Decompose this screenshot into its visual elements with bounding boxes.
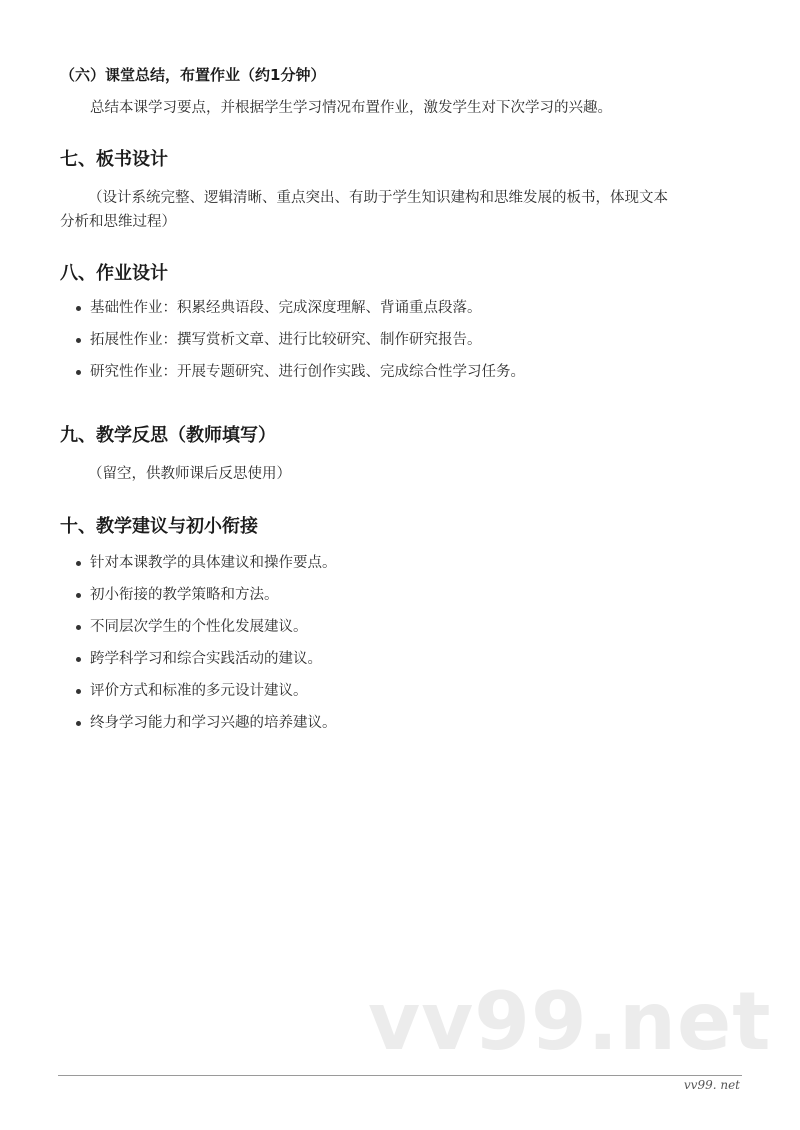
bullet-icon bbox=[76, 370, 81, 375]
bullet-icon bbox=[76, 561, 81, 566]
bullet-icon bbox=[76, 625, 81, 630]
homework-list bbox=[76, 297, 525, 393]
section-title-9: 九、教学反思（教师填写） bbox=[60, 425, 276, 446]
footer-site-label: vv99. net bbox=[683, 1078, 740, 1092]
subsection-body-6: 总结本课学习要点，并根据学生学习情况布置作业，激发学生对下次学习的兴趣。 bbox=[90, 100, 612, 116]
subsection-title-6: （六）课堂总结，布置作业（约1分钟） bbox=[60, 66, 326, 84]
list-item: 评价方式和标准的多元设计建议。 bbox=[76, 680, 337, 712]
bullet-icon bbox=[76, 657, 81, 662]
bullet-icon bbox=[76, 593, 81, 598]
bullet-icon bbox=[76, 306, 81, 311]
list-item: 拓展性作业：撰写赏析文章、进行比较研究、制作研究报告。 bbox=[76, 329, 525, 361]
section-7-line-2: 分析和思维过程） bbox=[60, 214, 176, 230]
bullet-icon bbox=[76, 338, 81, 343]
bullet-icon bbox=[76, 721, 81, 726]
list-item: 不同层次学生的个性化发展建议。 bbox=[76, 616, 337, 648]
list-item: 基础性作业：积累经典语段、完成深度理解、背诵重点段落。 bbox=[76, 297, 525, 329]
section-title-7: 七、板书设计 bbox=[60, 149, 168, 170]
teaching-suggestions-list bbox=[76, 552, 337, 744]
list-item: 初小衔接的教学策略和方法。 bbox=[76, 584, 337, 616]
list-item: 研究性作业：开展专题研究、进行创作实践、完成综合性学习任务。 bbox=[76, 361, 525, 393]
section-9-body: （留空，供教师课后反思使用） bbox=[88, 466, 291, 482]
watermark: vv99.net bbox=[368, 975, 772, 1068]
list-item: 针对本课教学的具体建议和操作要点。 bbox=[76, 552, 337, 584]
footer-divider bbox=[58, 1075, 742, 1076]
section-title-8: 八、作业设计 bbox=[60, 263, 168, 284]
list-item: 跨学科学习和综合实践活动的建议。 bbox=[76, 648, 337, 680]
section-7-line-1: （设计系统完整、逻辑清晰、重点突出、有助于学生知识建构和思维发展的板书，体现文本 bbox=[88, 190, 668, 206]
bullet-icon bbox=[76, 689, 81, 694]
list-item: 终身学习能力和学习兴趣的培养建议。 bbox=[76, 712, 337, 744]
section-title-10: 十、教学建议与初小衔接 bbox=[60, 516, 258, 537]
